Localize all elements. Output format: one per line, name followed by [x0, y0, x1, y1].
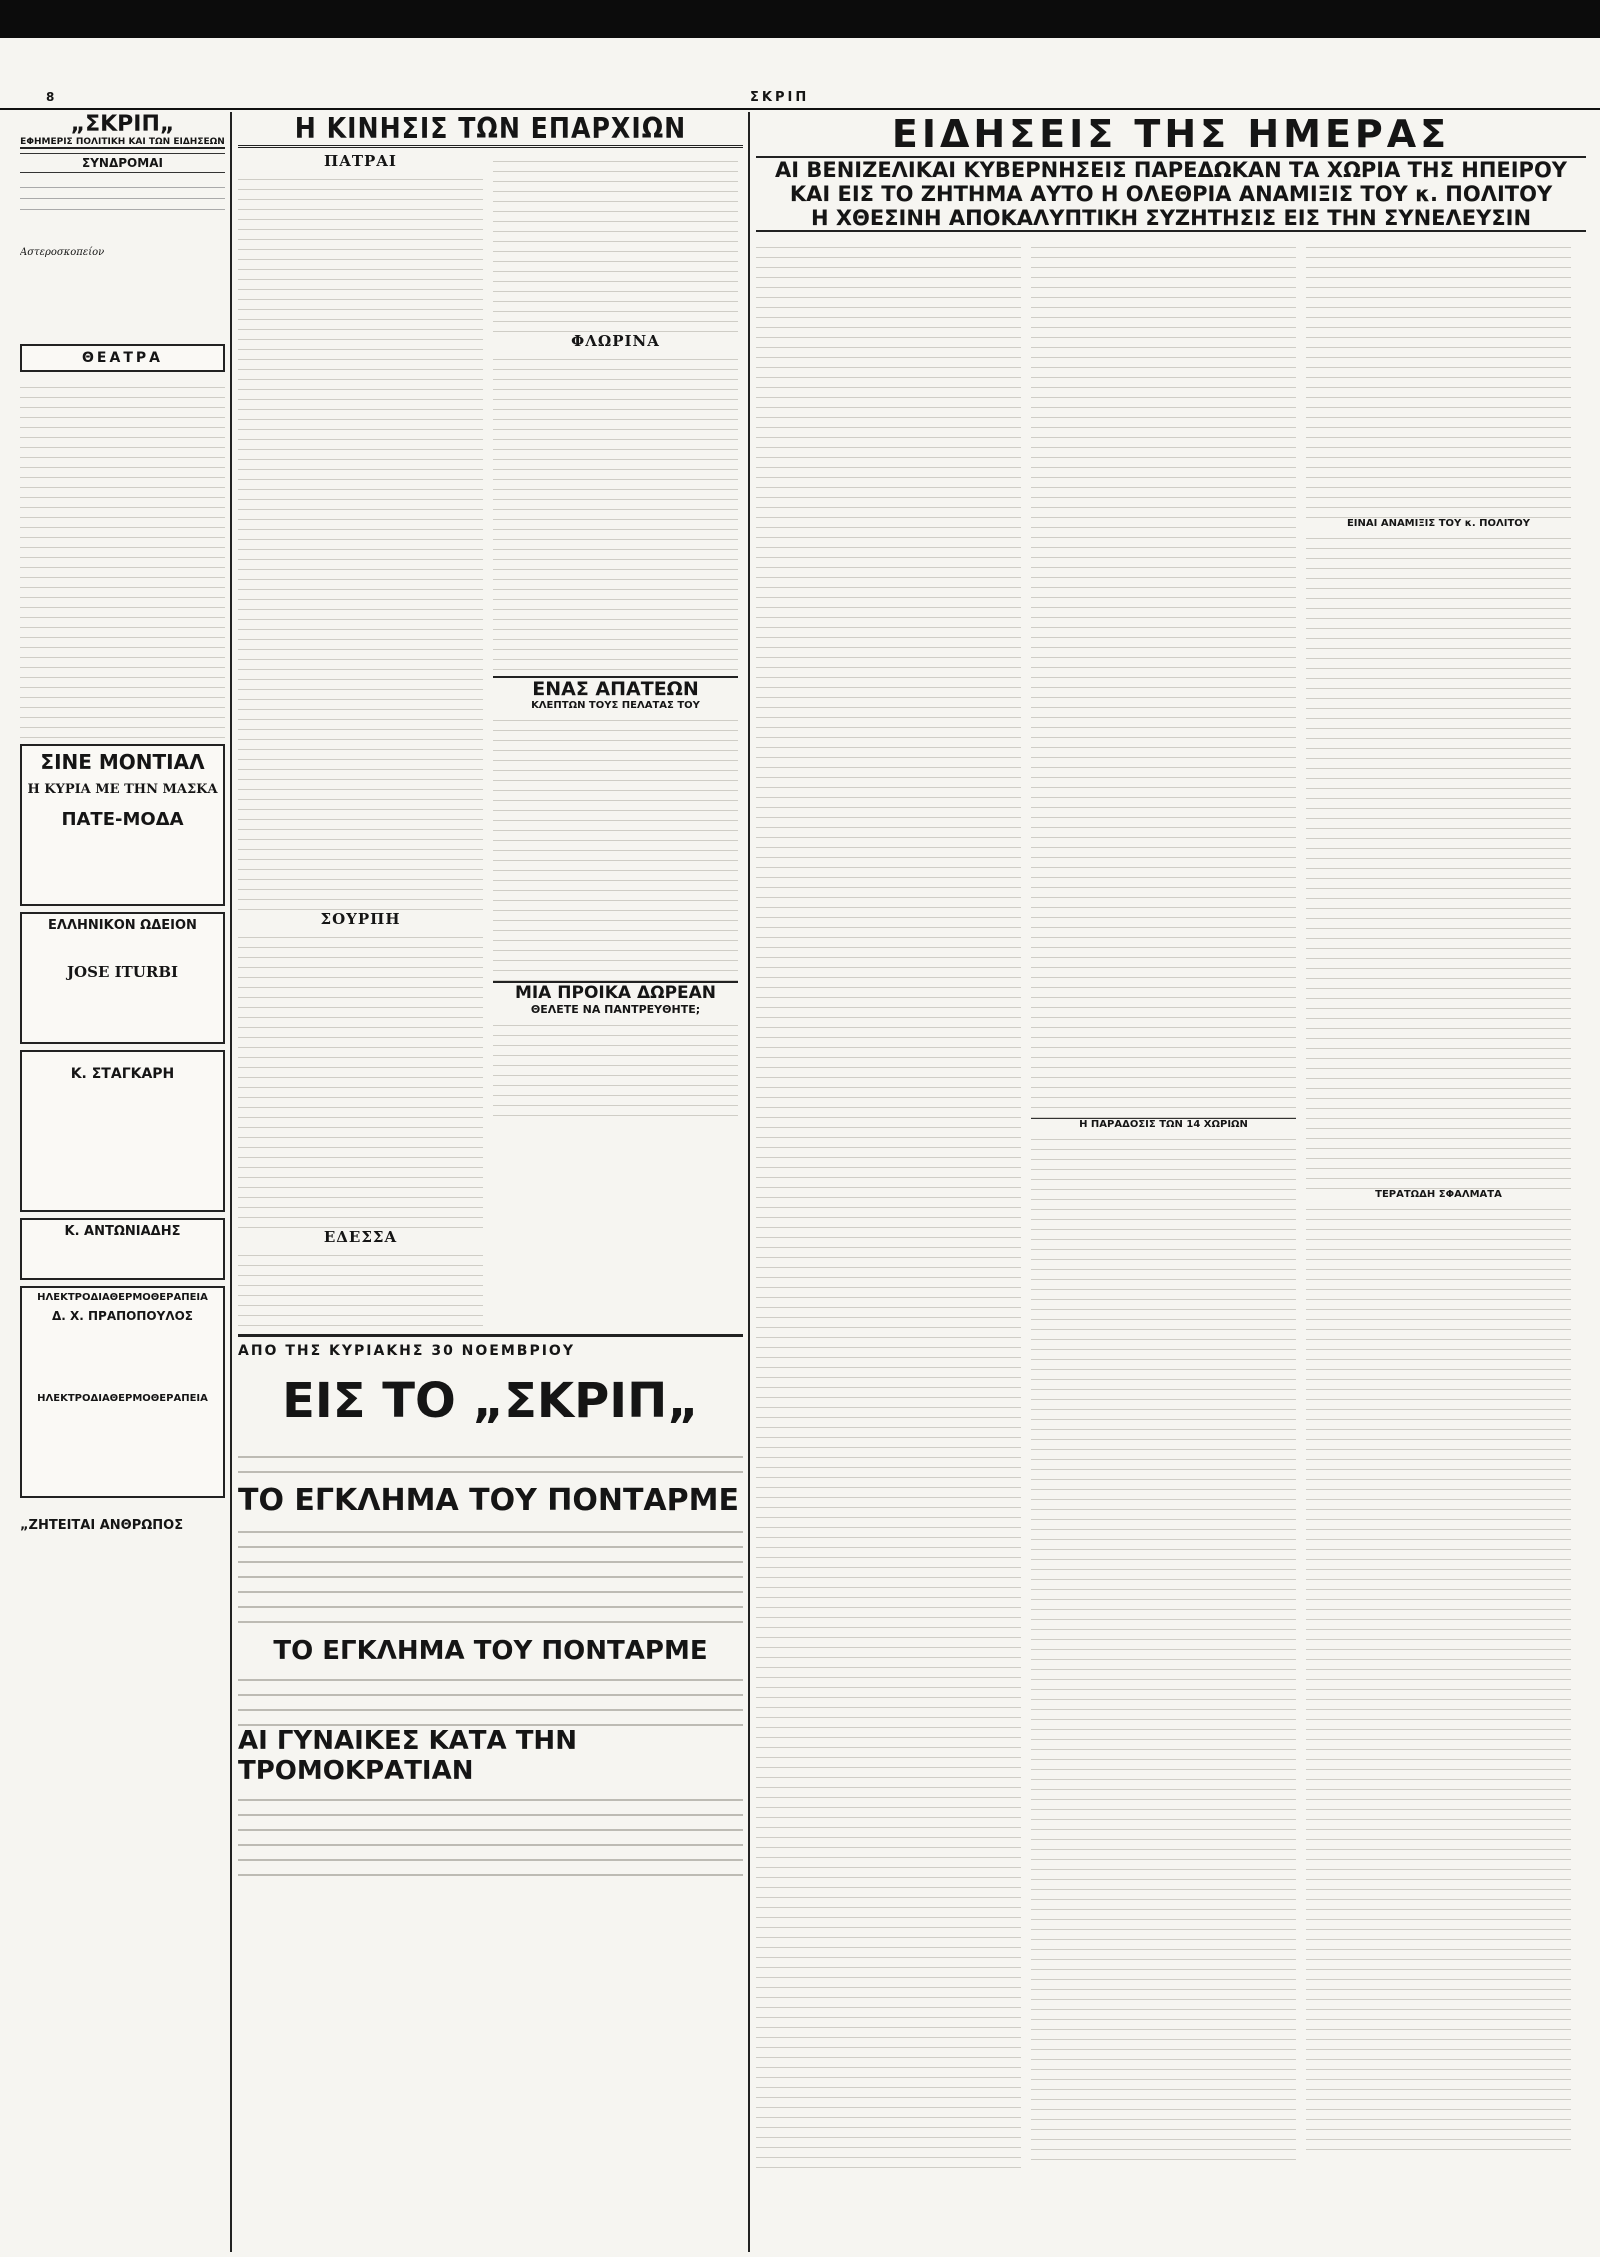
advert-body-3 — [238, 1786, 743, 1876]
masthead: „ΣΚΡΙΠ„ — [70, 112, 175, 137]
soyrpi-text — [238, 928, 483, 1228]
ad-wanted: „ΖΗΤΕΙΤΑΙ ΑΝΘΡΩΠΟΣ — [20, 1518, 184, 1533]
advert-crime-title-2: ΤΟ ΕΓΚΛΗΜΑ ΤΟΥ ΠΟΝΤΑΡΜΕ — [273, 1636, 708, 1666]
ad-therapy-title: ΗΛΕΚΤΡΟΔΙΑΘΕΡΜΟΘΕΡΑΠΕΙΑ — [37, 1292, 208, 1303]
column-rule-2 — [748, 112, 750, 2252]
provinces-title: Η ΚΙΝΗΣΙΣ ΤΩΝ ΕΠΑΡΧΙΩΝ — [238, 112, 743, 148]
subscriptions-text — [20, 177, 225, 247]
center-column — [238, 112, 743, 2252]
scan-top-border — [0, 0, 1600, 38]
tagline: ΕΦΗΜΕΡΙΣ ΠΟΛΙΤΙΚΗ ΚΑΙ ΤΩΝ ΕΙΔΗΣΕΩΝ — [20, 137, 225, 147]
news-col-2b — [1031, 1130, 1296, 2160]
ad-therapy — [20, 1286, 225, 1498]
ad-cine-montial — [20, 744, 225, 906]
advert-intro — [238, 1443, 743, 1483]
edessa-text — [238, 1246, 483, 1326]
ad-pathe: ΠΑΤΕ-ΜΟΔΑ — [61, 809, 184, 830]
ad-stagkari — [20, 1050, 225, 1212]
paper-name: ΣΚΡΙΠ — [750, 90, 810, 105]
patrai-continued — [493, 152, 738, 332]
section-edessa: ΕΔΕΣΣΑ — [323, 1228, 398, 1246]
news-col-2a — [1031, 238, 1296, 1118]
news-title: ΕΙΔΗΣΕΙΣ ΤΗΣ ΗΜΕΡΑΣ — [891, 112, 1451, 156]
advert-body — [238, 1518, 743, 1628]
news-col-1 — [756, 238, 1021, 2168]
skrip-advert — [238, 1334, 743, 1876]
left-column — [20, 112, 225, 2252]
news-headline-3: Η ΧΘΕΣΙΝΗ ΑΠΟΚΑΛΥΠΤΙΚΗ ΣΥΖΗΤΗΣΙΣ ΕΙΣ ΤΗΝ ΣΥΝΕΛΕΥΣΙΝ — [756, 206, 1586, 232]
theatres-listing — [20, 378, 225, 738]
news-subhead-14-villages: Η ΠΑΡΑΔΟΣΙΣ ΤΩΝ 14 ΧΩΡΙΩΝ — [1031, 1118, 1296, 1130]
ad-antoniadis-name: Κ. ΑΝΤΩΝΙΑΔΗΣ — [64, 1224, 181, 1239]
news-col-3c — [1306, 1200, 1571, 2150]
news-subhead-errors: ΤΕΡΑΤΩΔΗ ΣΦΑΛΜΑΤΑ — [1375, 1189, 1502, 1200]
page-number: 8 — [46, 90, 55, 104]
swindler-text — [493, 711, 738, 981]
news-subhead-politis: ΕΙΝΑΙ ΑΝΑΜΙΞΙΣ ΤΟΥ κ. ΠΟΛΙΤΟΥ — [1346, 518, 1531, 529]
news-headline-1: ΑΙ ΒΕΝΙΖΕΛΙΚΑΙ ΚΥΒΕΡΝΗΣΕΙΣ ΠΑΡΕΔΩΚΑΝ ΤΑ ΧΩΡΙΑ ΤΗΣ ΗΠΕΙΡΟΥ — [756, 156, 1586, 182]
news-col-3a — [1306, 238, 1571, 518]
dowry-headline: ΜΙΑ ΠΡΟΙΚΑ ΔΩΡΕΑΝ — [493, 981, 738, 1003]
advert-body-2 — [238, 1666, 743, 1726]
ad-odeion-title: ΕΛΛΗΝΙΚΟΝ ΩΔΕΙΟΝ — [48, 918, 197, 933]
weather-text — [20, 258, 225, 338]
dowry-text — [493, 1016, 738, 1116]
theatres-heading: ΘΕΑΤΡΑ — [20, 344, 225, 372]
ad-therapy-name: Δ. Χ. ΠΡΑΠΟΠΟΥΛΟΣ — [52, 1309, 193, 1323]
patrai-text — [238, 170, 483, 910]
ad-antoniadis — [20, 1218, 225, 1280]
news-col-3b — [1306, 529, 1571, 1189]
ad-therapy-title-2: ΗΛΕΚΤΡΟΔΙΑΘΕΡΜΟΘΕΡΑΠΕΙΑ — [37, 1393, 208, 1404]
column-rule-1 — [230, 112, 232, 2252]
swindler-headline: ΕΝΑΣ ΑΠΑΤΕΩΝ — [493, 676, 738, 700]
advert-crime-title: ΤΟ ΕΓΚΛΗΜΑ ΤΟΥ ΠΟΝΤΑΡΜΕ — [238, 1483, 739, 1518]
swindler-subhead: ΚΛΕΠΤΩΝ ΤΟΥΣ ΠΕΛΑΤΑΣ ΤΟΥ — [531, 700, 700, 711]
advert-women-title: ΑΙ ΓΥΝΑΙΚΕΣ ΚΑΤΑ ΤΗΝ ΤΡΟΜΟΚΡΑΤΙΑΝ — [238, 1726, 577, 1786]
ad-cine-title: ΣΙΝΕ ΜΟΝΤΙΑΛ — [40, 750, 205, 774]
ad-odeion-artist: JOSE ITURBI — [66, 963, 179, 981]
florina-text — [493, 350, 738, 670]
section-patrai: ΠΑΤΡΑΙ — [324, 152, 397, 170]
subscriptions-heading: ΣΥΝΔΡΟΜΑΙ — [20, 153, 225, 173]
section-florina: ΦΛΩΡΙΝΑ — [571, 332, 660, 350]
news-headline-2: ΚΑΙ ΕΙΣ ΤΟ ΖΗΤΗΜΑ ΑΥΤΟ Η ΟΛΕΘΡΙΑ ΑΝΑΜΙΞΙΣ ΤΟΥ κ. ΠΟΛΙΤΟΥ — [789, 182, 1553, 206]
ad-stagkari-name: Κ. ΣΤΑΓΚΑΡΗ — [70, 1066, 175, 1082]
news-section — [756, 112, 1586, 2252]
section-soyrpi: ΣΟΥΡΠΗ — [320, 910, 401, 928]
advert-date: ΑΠΟ ΤΗΣ ΚΥΡΙΑΚΗΣ 30 ΝΟΕΜΒΡΙΟΥ — [238, 1343, 575, 1359]
advert-skrip: ΕΙΣ ΤΟ „ΣΚΡΙΠ„ — [282, 1373, 699, 1429]
ad-odeion — [20, 912, 225, 1044]
ad-film-title: Η ΚΥΡΙΑ ΜΕ ΤΗΝ ΜΑΣΚΑ — [27, 782, 218, 797]
dowry-subhead: ΘΕΛΕΤΕ ΝΑ ΠΑΝΤΡΕΥΘΗΤΕ; — [530, 1003, 701, 1016]
weather-heading: Αστεροσκοπείον — [20, 247, 105, 258]
